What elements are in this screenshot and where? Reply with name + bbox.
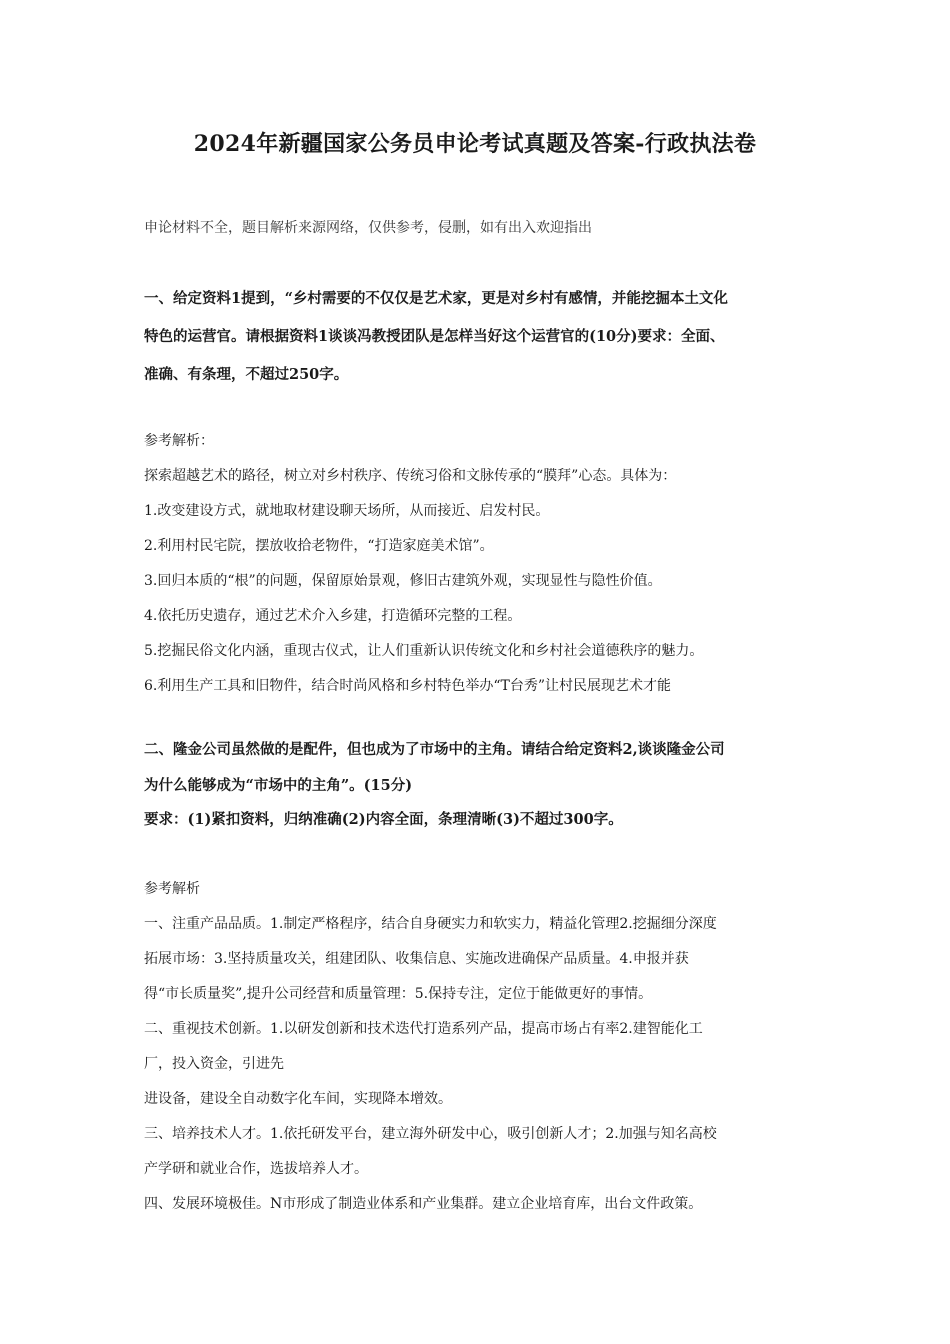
question-2-line: 为什么能够成为“市场中的主角”。(15分): [144, 777, 413, 794]
answer-line: 6.利用生产工具和旧物件，结合时尚风格和乡村特色举办“T台秀”让村民展现艺术才能: [144, 678, 672, 694]
answer-2: [144, 872, 810, 1222]
question-1-line: 一、给定资料1提到，“乡村需要的不仅仅是艺术家，更是对乡村有感情，并能挖掘本土文化: [144, 290, 728, 307]
answer-line: 2.利用村民宅院，摆放收拾老物件，“打造家庭美术馆”。: [144, 538, 494, 554]
answer-line: 三、培养技术人才。1.依托研发平台，建立海外研发中心，吸引创新人才；2.加强与知名高校: [144, 1126, 717, 1142]
answer-line: 进设备，建设全自动数字化车间，实现降本增效。: [144, 1091, 452, 1107]
answer-line: 探索超越艺术的路径，树立对乡村秩序、传统习俗和文脉传承的“膜拜”心态。具体为：: [144, 468, 677, 484]
answer-line: 得“市长质量奖”,提升公司经营和质量管理：5.保持专注，定位于能做更好的事情。: [144, 986, 653, 1002]
answer-line: 拓展市场：3.坚持质量攻关，组建团队、收集信息、实施改进确保产品质量。4.申报并获: [144, 951, 689, 967]
answer-line: 四、发展环境极佳。N市形成了制造业体系和产业集群。建立企业培育库，出台文件政策。: [144, 1196, 703, 1212]
answer-1: [144, 424, 810, 704]
answer-2-heading: 参考解析: [144, 881, 200, 897]
disclaimer-note: 申论材料不全，题目解析来源网络，仅供参考，侵删，如有出入欢迎指出: [144, 220, 592, 236]
page-title: 2024年新疆国家公务员申论考试真题及答案-行政执法卷: [193, 131, 757, 157]
question-2-line: 要求：(1)紧扣资料，归纳准确(2)内容全面，条理清晰(3)不超过300字。: [144, 811, 623, 828]
answer-line: 厂，投入资金，引进先: [144, 1056, 284, 1072]
question-1-line: 准确、有条理，不超过250字。: [144, 366, 349, 383]
answer-line: 二、重视技术创新。1.以研发创新和技术迭代打造系列产品，提高市场占有率2.建智能化工: [144, 1021, 703, 1037]
question-1-line: 特色的运营官。请根据资料1谈谈冯教授团队是怎样当好这个运营官的(10分)要求：全面、: [144, 328, 725, 345]
answer-1-heading: 参考解析：: [144, 433, 214, 449]
question-1: [144, 280, 810, 394]
answer-line: 5.挖掘民俗文化内涵，重现古仪式，让人们重新认识传统文化和乡村社会道德秩序的魅力。: [144, 643, 704, 659]
question-2: [144, 731, 810, 837]
answer-line: 一、注重产品品质。1.制定严格程序，结合自身硬实力和软实力，精益化管理2.挖掘细分深度: [144, 916, 717, 932]
answer-line: 3.回归本质的“根”的问题，保留原始景观，修旧古建筑外观，实现显性与隐性价值。: [144, 573, 662, 589]
answer-line: 产学研和就业合作，选拔培养人才。: [144, 1161, 368, 1177]
answer-line: 1.改变建设方式，就地取材建设聊天场所，从而接近、启发村民。: [144, 503, 550, 519]
answer-line: 4.依托历史遗存，通过艺术介入乡建，打造循环完整的工程。: [144, 608, 522, 624]
question-2-line: 二、隆金公司虽然做的是配件，但也成为了市场中的主角。请结合给定资料2,谈谈隆金公司: [144, 741, 725, 758]
